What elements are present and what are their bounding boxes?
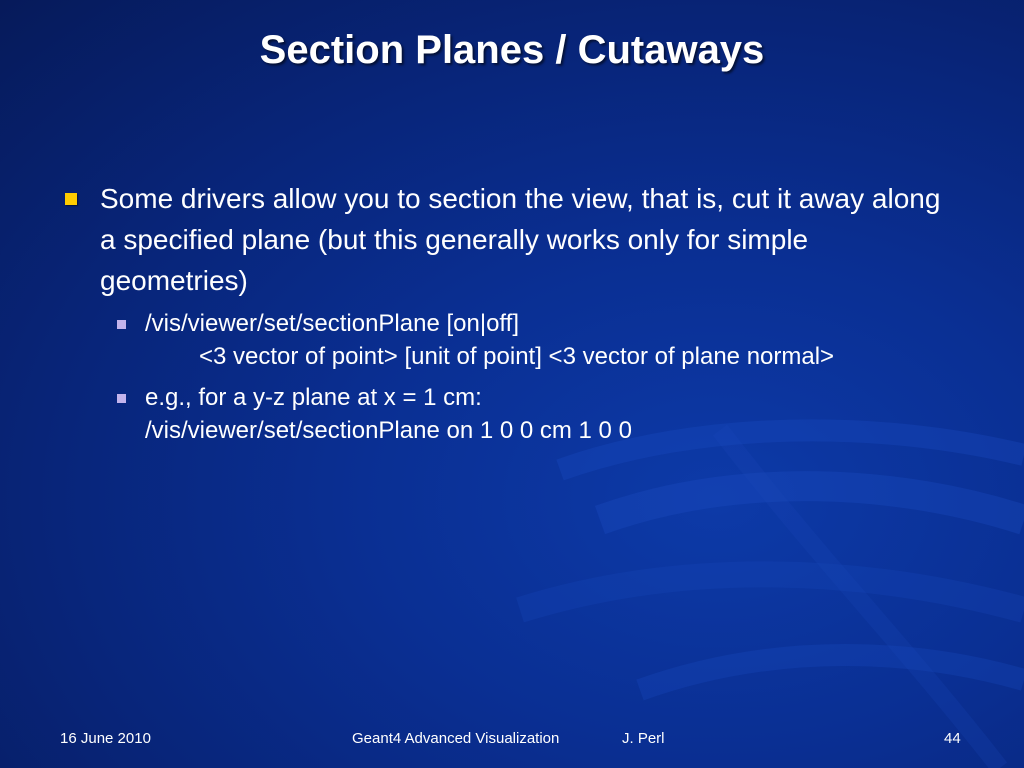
sub-bullet-2-line1: e.g., for a y-z plane at x = 1 cm: — [145, 384, 482, 411]
footer-page-number: 44 — [944, 730, 961, 747]
sub-bullet-list — [60, 307, 960, 447]
sub-bullet-2 — [115, 381, 960, 447]
main-bullet — [60, 178, 960, 301]
sub-bullet-2-line2: /vis/viewer/set/sectionPlane on 1 0 0 cm 1 0 0 — [145, 417, 632, 444]
bullet-square-icon — [65, 193, 77, 205]
footer-presentation-title: Geant4 Advanced Visualization — [352, 730, 560, 747]
sub-bullet-square-icon — [117, 320, 126, 329]
sub-bullet-1 — [115, 307, 960, 373]
sub-bullet-1-line2: <3 vector of point> [unit of point] <3 vector of plane normal> — [199, 343, 835, 370]
sub-bullet-square-icon — [117, 394, 126, 403]
sub-bullet-1-line1: /vis/viewer/set/sectionPlane [on|off] — [145, 310, 519, 337]
slide-content — [60, 178, 960, 455]
main-bullet-text: Some drivers allow you to section the view, that is, cut it away along a specified plane (but this generally works only for simple geometries) — [100, 183, 941, 296]
slide-title: Section Planes / Cutaways — [259, 28, 765, 72]
footer-date: 16 June 2010 — [60, 730, 151, 747]
footer-author: J. Perl — [622, 730, 665, 747]
